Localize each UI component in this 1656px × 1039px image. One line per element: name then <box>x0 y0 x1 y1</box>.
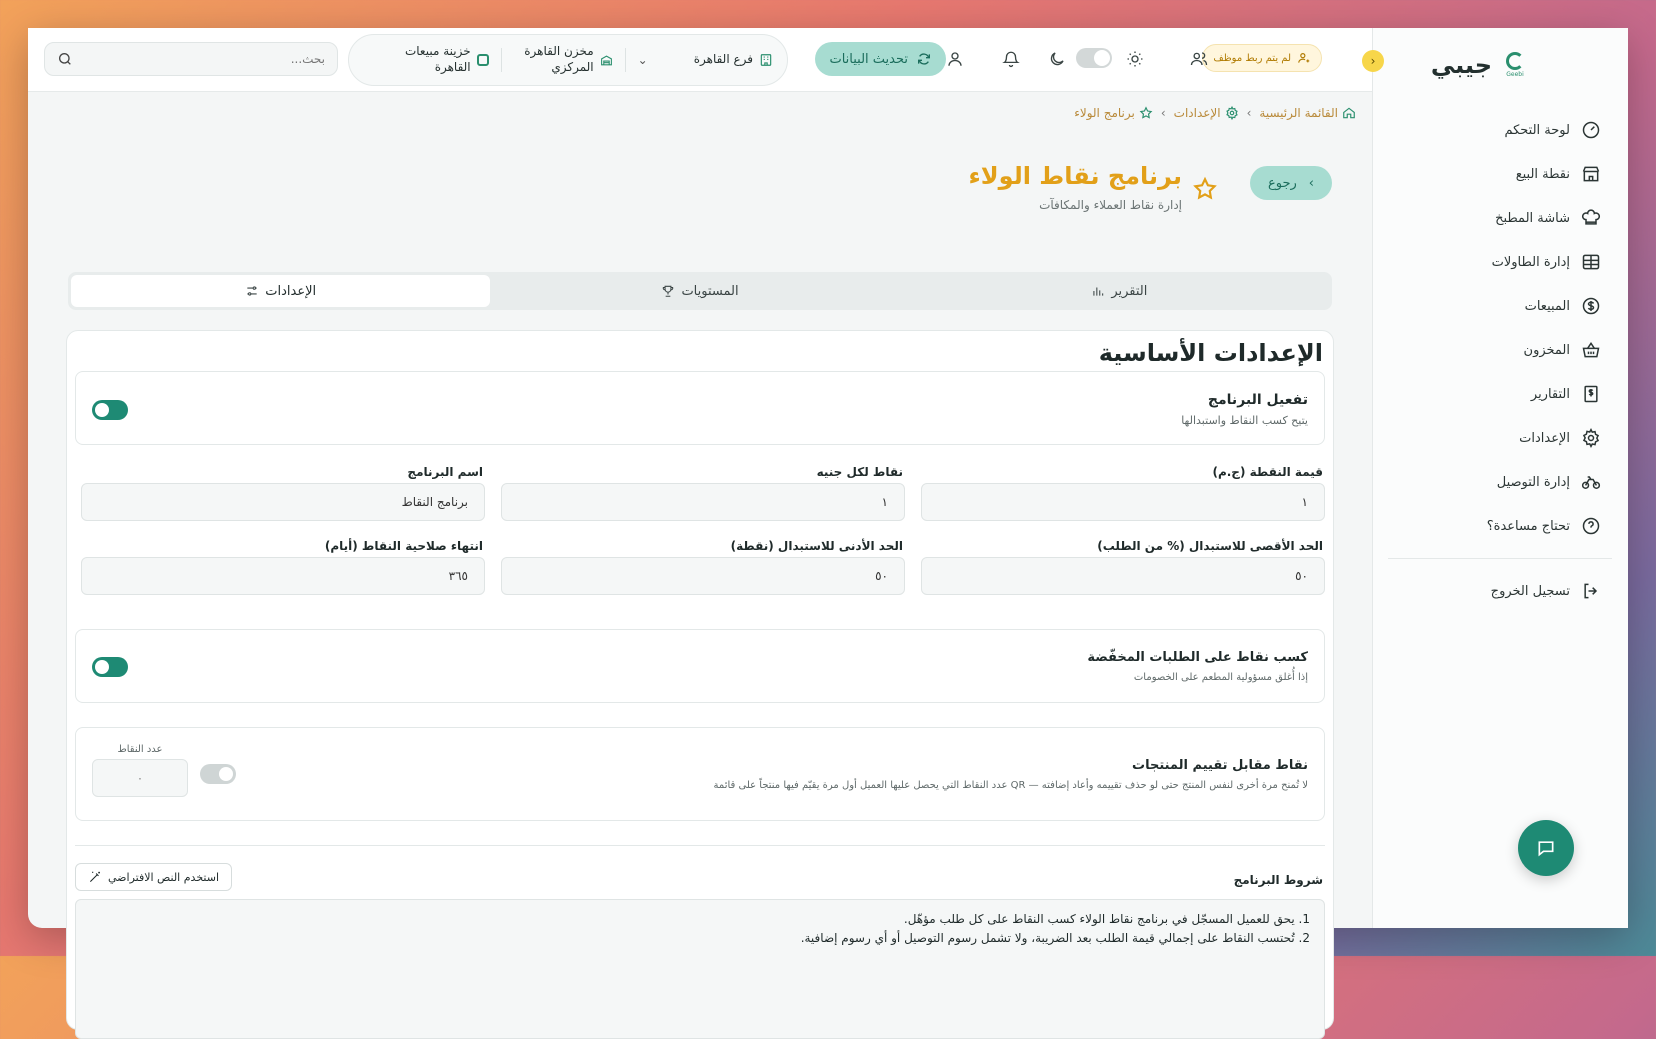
sidebar-collapse-button[interactable] <box>1362 50 1384 72</box>
point-value-input[interactable]: ١ <box>921 483 1325 521</box>
sidebar-item-tables[interactable] <box>1372 240 1628 284</box>
magic-wand-icon <box>88 870 102 884</box>
sidebar-divider <box>1388 558 1612 559</box>
terms-textarea[interactable] <box>75 899 1325 1039</box>
sidebar-item-help[interactable] <box>1372 504 1628 548</box>
discounted-orders-desc: إذا أُغلق مسؤولية المطعم على الخصومات <box>1133 672 1308 683</box>
section-title: الإعدادات الأساسية <box>1098 339 1323 367</box>
cashbox-icon <box>477 54 489 66</box>
enable-program-panel <box>75 371 1325 445</box>
sidebar-item-settings[interactable] <box>1372 416 1628 460</box>
page-header <box>92 162 1332 222</box>
gear-icon <box>1580 427 1602 449</box>
sidebar-item-pos[interactable] <box>1372 152 1628 196</box>
points-per-pound-input[interactable]: ١ <box>501 483 905 521</box>
breadcrumb-home-label: القائمة الرئيسية <box>1259 106 1338 120</box>
logout-button[interactable] <box>1372 569 1628 613</box>
logout-icon <box>1580 580 1602 602</box>
review-points-count <box>92 744 188 797</box>
gauge-icon <box>1580 119 1602 141</box>
refresh-data-label: تحديث البيانات <box>829 51 908 67</box>
topbar <box>28 28 1372 92</box>
chat-button[interactable] <box>1518 820 1574 876</box>
tabs <box>68 272 1332 310</box>
user-icon[interactable] <box>944 48 966 70</box>
expiry-input[interactable]: ٣٦٥ <box>81 557 485 595</box>
max-redeem-input[interactable]: ٥٠ <box>921 557 1325 595</box>
warehouse-selector[interactable] <box>514 44 613 75</box>
review-points-desc: لا تُمنح مرة أخرى لنفس المنتج حتى لو حذف تقييمه وأعاد إضافته — QR عدد النقاط التي يحصل عليها العميل أول مرة يقيّم فيها منتجاً على قائمة <box>713 780 1308 791</box>
sidebar-nav <box>1372 108 1628 613</box>
logo-subtitle: Geebi <box>1506 71 1524 78</box>
basket-icon <box>1580 339 1602 361</box>
warehouse-icon <box>600 54 613 67</box>
logo-icon <box>1502 50 1528 80</box>
points-per-pound-label: نقاط لكل جنيه <box>816 465 903 479</box>
tab-label: التقرير <box>1111 283 1148 299</box>
logout-label: تسجيل الخروج <box>1490 583 1570 599</box>
bar-chart-icon <box>1091 284 1105 298</box>
terms-label: شروط البرنامج <box>1233 873 1323 887</box>
review-points-toggle[interactable] <box>200 764 236 784</box>
app-logo[interactable] <box>1431 50 1528 80</box>
breadcrumb-settings-label: الإعدادات <box>1173 106 1221 120</box>
sidebar-item-label: الإعدادات <box>1519 430 1570 446</box>
review-points-label: عدد النقاط <box>117 744 163 755</box>
breadcrumb-settings[interactable] <box>1174 106 1239 120</box>
gear-icon <box>1225 106 1239 120</box>
search-icon <box>57 51 73 67</box>
breadcrumb <box>1074 106 1356 120</box>
star-icon <box>1192 176 1218 206</box>
app-window <box>28 28 1628 945</box>
review-points-panel <box>75 727 1325 821</box>
review-points-title: نقاط مقابل تقييم المنتجات <box>1132 758 1308 773</box>
min-redeem-label: الحد الأدنى للاستبدال (نقطة) <box>730 539 903 553</box>
basic-settings-card <box>66 330 1334 1030</box>
dollar-circle-icon <box>1580 295 1602 317</box>
sidebar-item-inventory[interactable] <box>1372 328 1628 372</box>
branch-selector[interactable] <box>638 52 773 68</box>
chef-hat-icon <box>1580 207 1602 229</box>
main-content <box>28 92 1372 945</box>
sun-icon[interactable] <box>1124 48 1146 70</box>
chevron-left-icon: ‹ <box>1370 54 1376 68</box>
breadcrumb-home[interactable] <box>1259 106 1356 120</box>
section-divider <box>75 845 1325 846</box>
refresh-data-button[interactable] <box>815 42 946 76</box>
star-icon <box>1139 106 1153 120</box>
chevron-right-icon: › <box>1308 175 1314 191</box>
enable-program-title: تفعيل البرنامج <box>1207 392 1308 408</box>
breadcrumb-current-label: برنامج الولاء <box>1074 106 1135 120</box>
sidebar-item-kitchen[interactable] <box>1372 196 1628 240</box>
context-divider <box>501 48 502 72</box>
sliders-icon <box>245 284 259 298</box>
home-icon <box>1342 106 1356 120</box>
sidebar-item-reports[interactable] <box>1372 372 1628 416</box>
user-link-icon <box>1297 51 1311 65</box>
sidebar-item-label: نقطة البيع <box>1515 166 1570 182</box>
tab-settings[interactable] <box>71 275 490 307</box>
building-icon <box>759 53 773 67</box>
search-box <box>44 42 338 76</box>
review-points-input[interactable]: ٠ <box>92 759 188 797</box>
context-divider <box>625 48 626 72</box>
sidebar-item-label: شاشة المطبخ <box>1495 210 1570 226</box>
sidebar-item-label: التقارير <box>1530 386 1570 402</box>
cashbox-selector[interactable] <box>391 44 489 75</box>
warehouse-name: مخزن القاهرة المركزي <box>524 44 594 74</box>
use-default-text-label: استخدم النص الافتراضي <box>108 870 220 884</box>
chat-icon <box>1536 838 1556 858</box>
cashbox-name: خزينة مبيعات القاهرة <box>404 44 471 74</box>
sidebar-item-label: إدارة التوصيل <box>1496 474 1570 490</box>
min-redeem-input[interactable]: ٥٠ <box>501 557 905 595</box>
tab-label: المستويات <box>681 283 739 299</box>
program-name-label: اسم البرنامج <box>407 465 483 479</box>
tab-report[interactable] <box>910 275 1329 307</box>
sidebar-item-label: المخزون <box>1523 342 1570 358</box>
sidebar-item-label: إدارة الطاولات <box>1491 254 1570 270</box>
max-redeem-label: الحد الأقصى للاستبدال (% من الطلب) <box>1097 539 1323 553</box>
store-icon <box>1580 163 1602 185</box>
page-subtitle: إدارة نقاط العملاء والمكافآت <box>1039 198 1182 212</box>
chevron-down-icon: ⌄ <box>637 53 648 67</box>
users-icon[interactable] <box>1188 48 1210 70</box>
back-button[interactable] <box>1250 166 1332 200</box>
sidebar-item-label: تحتاج مساعدة؟ <box>1486 518 1570 534</box>
context-selector <box>348 34 788 86</box>
sidebar-item-delivery[interactable] <box>1372 460 1628 504</box>
branch-name: فرع القاهرة <box>693 52 753 67</box>
back-label: رجوع <box>1268 175 1297 191</box>
trophy-icon <box>661 284 675 298</box>
discounted-orders-title: كسب نقاط على الطلبات المخفّضة <box>1087 650 1308 665</box>
tab-label: الإعدادات <box>265 283 317 299</box>
employee-status-text: لم يتم ربط موظف <box>1213 52 1291 64</box>
enable-program-toggle[interactable] <box>92 400 128 420</box>
breadcrumb-current <box>1074 106 1153 120</box>
bike-icon <box>1580 471 1602 493</box>
receipt-icon <box>1580 383 1602 405</box>
chevron-left-icon: › <box>1246 106 1252 120</box>
discounted-orders-toggle[interactable] <box>92 657 128 677</box>
search-input[interactable] <box>105 52 325 66</box>
refresh-icon <box>916 51 932 67</box>
help-icon <box>1580 515 1602 537</box>
sidebar <box>1372 28 1628 928</box>
employee-status-badge[interactable] <box>1202 44 1322 72</box>
sidebar-item-sales[interactable] <box>1372 284 1628 328</box>
program-name-input[interactable]: برنامج النقاط <box>81 483 485 521</box>
table-icon <box>1580 251 1602 273</box>
enable-program-desc: يتيح كسب النقاط واستبدالها <box>1181 414 1308 427</box>
point-value-label: قيمة النقطة (ج.م) <box>1212 465 1323 479</box>
terms-line: 2. تُحتسب النقاط على إجمالي قيمة الطلب بعد الضريبة، ولا تشمل رسوم التوصيل أو أي رسوم إضافية. <box>800 931 1310 945</box>
terms-line: 1. يحق للعميل المسجّل في برنامج نقاط الولاء كسب النقاط على كل طلب مؤهّل. <box>903 912 1310 926</box>
expiry-label: انتهاء صلاحية النقاط (أيام) <box>324 539 483 553</box>
use-default-text-button[interactable] <box>75 863 232 891</box>
sidebar-item-dashboard[interactable] <box>1372 108 1628 152</box>
page-title: برنامج نقاط الولاء <box>968 162 1182 190</box>
sidebar-item-label: المبيعات <box>1524 298 1570 314</box>
moon-icon[interactable] <box>1046 48 1068 70</box>
app-name: جيبي <box>1430 51 1492 79</box>
bell-icon[interactable] <box>1000 48 1022 70</box>
theme-toggle[interactable] <box>1076 48 1112 68</box>
chevron-left-icon: › <box>1160 106 1166 120</box>
discounted-orders-panel <box>75 629 1325 703</box>
sidebar-item-label: لوحة التحكم <box>1504 122 1570 138</box>
tab-levels[interactable] <box>490 275 909 307</box>
